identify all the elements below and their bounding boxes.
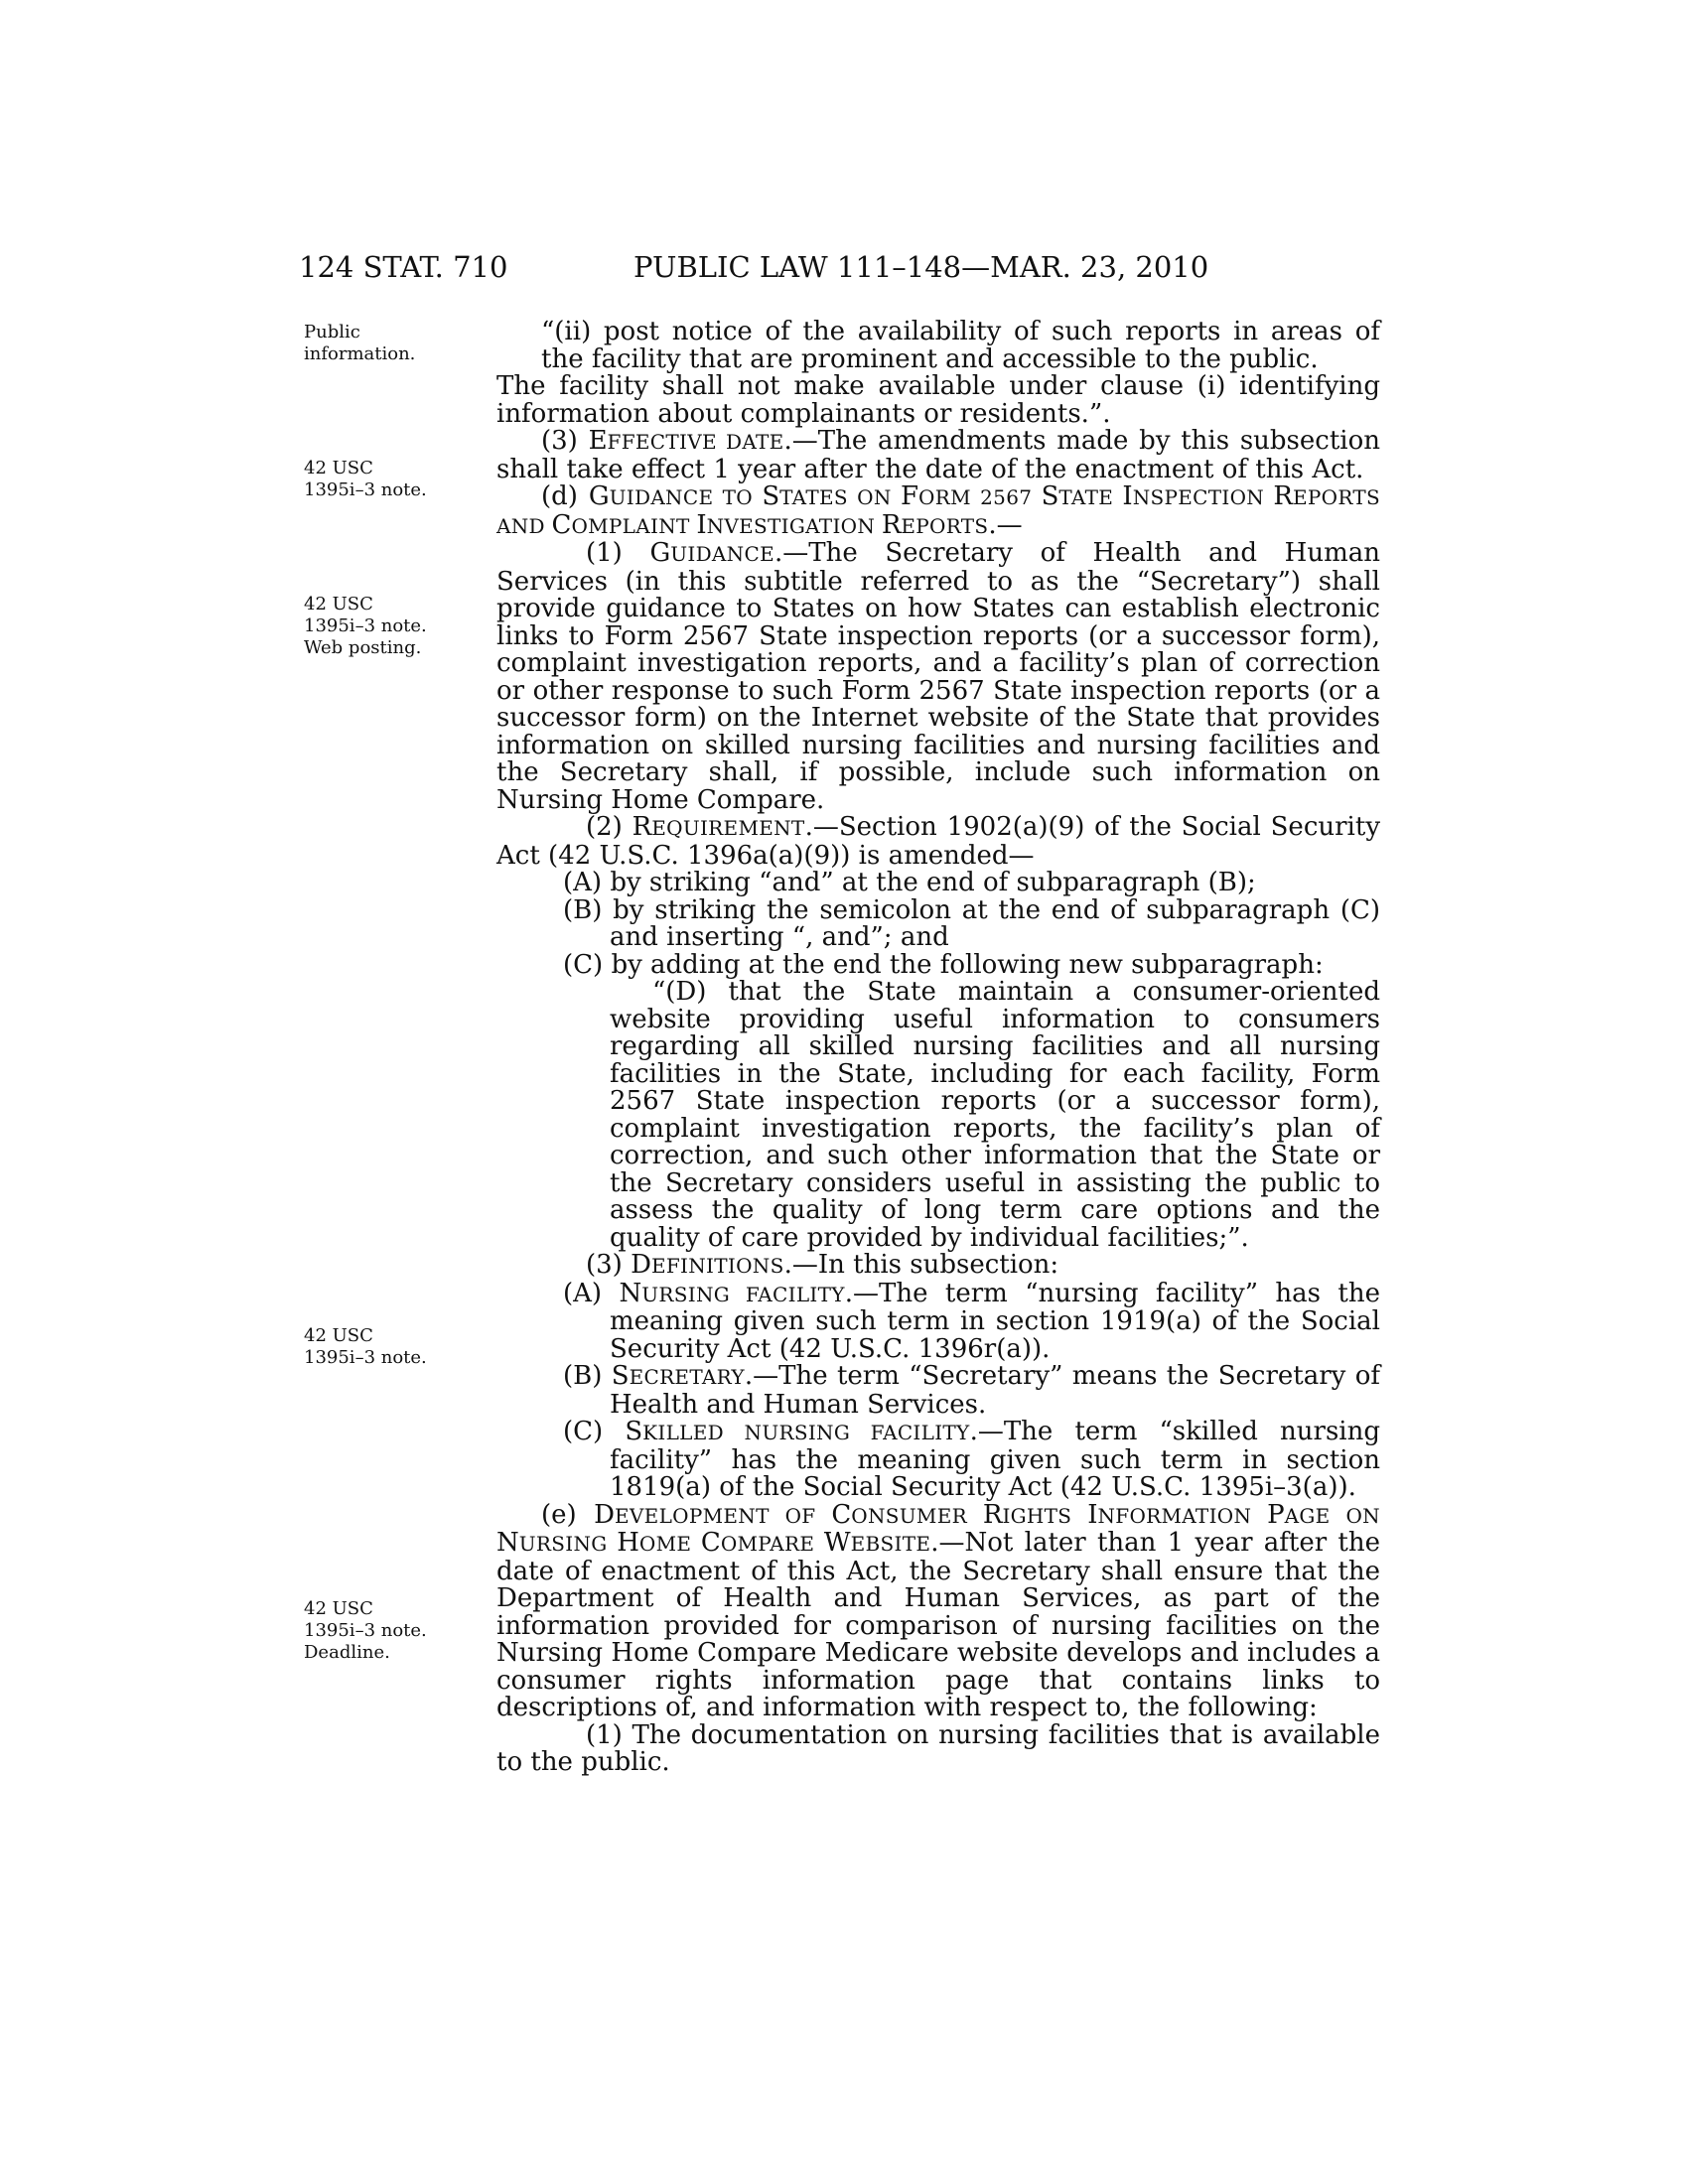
page-header [0, 250, 1688, 290]
margin-note-public-information: Public information. [304, 322, 416, 364]
subparagraph-a-striking: (A) by striking “and” at the end of subparagraph (B); [563, 868, 1256, 897]
facility-restriction: The facility shall not make available under clause (i) identifying information about complainants or residents.”. [496, 371, 1380, 429]
definition-skilled-nursing-facility: (C) SKILLED NURSING FACILITY.—The term “skilled nursing facility” has the meaning given such term in section 1819(a) of the Social Security Act (42 U.S.C. 1395i–3(a)). [563, 1417, 1380, 1502]
margin-note-usc-deadline: 42 USC 1395i–3 note. Deadline. [304, 1598, 427, 1663]
margin-note-usc-definitions: 42 USC 1395i–3 note. [304, 1325, 427, 1368]
paragraph-2-requirement: (2) REQUIREMENT.—Section 1902(a)(9) of the Social Security Act (42 U.S.C. 1396a(a)(9)) is amended— [496, 812, 1381, 871]
statute-body [496, 319, 1380, 1777]
paragraph-1-documentation: (1) The documentation on nursing facilities that is available to the public. [496, 1719, 1380, 1777]
new-subparagraph-d: “(D) that the State maintain a consumer-oriented website providing useful information to consumers regarding all skilled nursing facilities and all nursing facilities in the State, including for each facility, Form 2567 State inspection reports (or a successor form), complaint investigation reports, the facility’s plan of correction, and such other information that the State or the Secretary considers useful in assisting the public to assess the quality of long term care options and the quality of care provided by individual facilities;”. [610, 977, 1380, 1253]
definition-nursing-facility: (A) NURSING FACILITY.—The term “nursing facility” has the meaning given such term in section 1919(a) of the Social Security Act (42 U.S.C. 1396r(a)). [563, 1278, 1380, 1364]
paragraph-3-effective-date: (3) EFFECTIVE DATE.—The amendments made by this subsection shall take effect 1 year after the date of the enactment of this Act. [496, 426, 1381, 484]
subparagraph-b-semicolon: (B) by striking the semicolon at the end of subparagraph (C) and inserting “, and”; and [563, 894, 1380, 952]
subsection-e-consumer-rights: (e) DEVELOPMENT OF CONSUMER RIGHTS INFORMATION PAGE ON NURSING HOME COMPARE WEBSITE.—Not later than 1 year after the date of enactment of this Act, the Secretary shall ensure that the Department of Health and Human Services, as part of the information provided for comparison of nursing facilities on the Nursing Home Compare Medicare website develops and includes a consumer rights information page that contains links to descriptions of, and information with respect to, the following: [496, 1499, 1380, 1722]
paragraph-1-guidance: (1) GUIDANCE.—The Secretary of Health and Human Services (in this subtitle referred to as the “Secretary”) shall provide guidance to States on how States can establish electronic links to Form 2567 State inspection reports (or a successor form), complaint investigation reports, and a facility’s plan of correction or other response to such Form 2567 State inspection reports (or a successor form) on the Internet website of the State that provides information on skilled nursing facilities and nursing facilities and the Secretary shall, if possible, include such information on Nursing Home Compare. [496, 538, 1381, 815]
running-title: PUBLIC LAW 111–148—MAR. 23, 2010 [633, 250, 1209, 284]
margin-note-usc-effective-date: 42 USC 1395i–3 note. [304, 458, 427, 500]
definition-secretary: (B) SECRETARY.—The term “Secretary” means the Secretary of Health and Human Services. [563, 1361, 1380, 1420]
margin-note-usc-web-posting: 42 USC 1395i–3 note. Web posting. [304, 594, 427, 658]
statute-page-number: 124 STAT. 710 [299, 250, 508, 284]
paragraph-3-definitions: (3) DEFINITIONS.—In this subsection: [586, 1250, 1059, 1280]
subparagraph-c-adding: (C) by adding at the end the following new subparagraph: [563, 949, 1324, 980]
clause-ii: “(ii) post notice of the availability of such reports in areas of the facility that are prominent and accessible to the public. [541, 317, 1380, 374]
subsection-d-heading: (d) GUIDANCE TO STATES ON FORM 2567 STATE INSPECTION REPORTS AND COMPLAINT INVESTIGATION REPORTS.— [496, 481, 1380, 540]
